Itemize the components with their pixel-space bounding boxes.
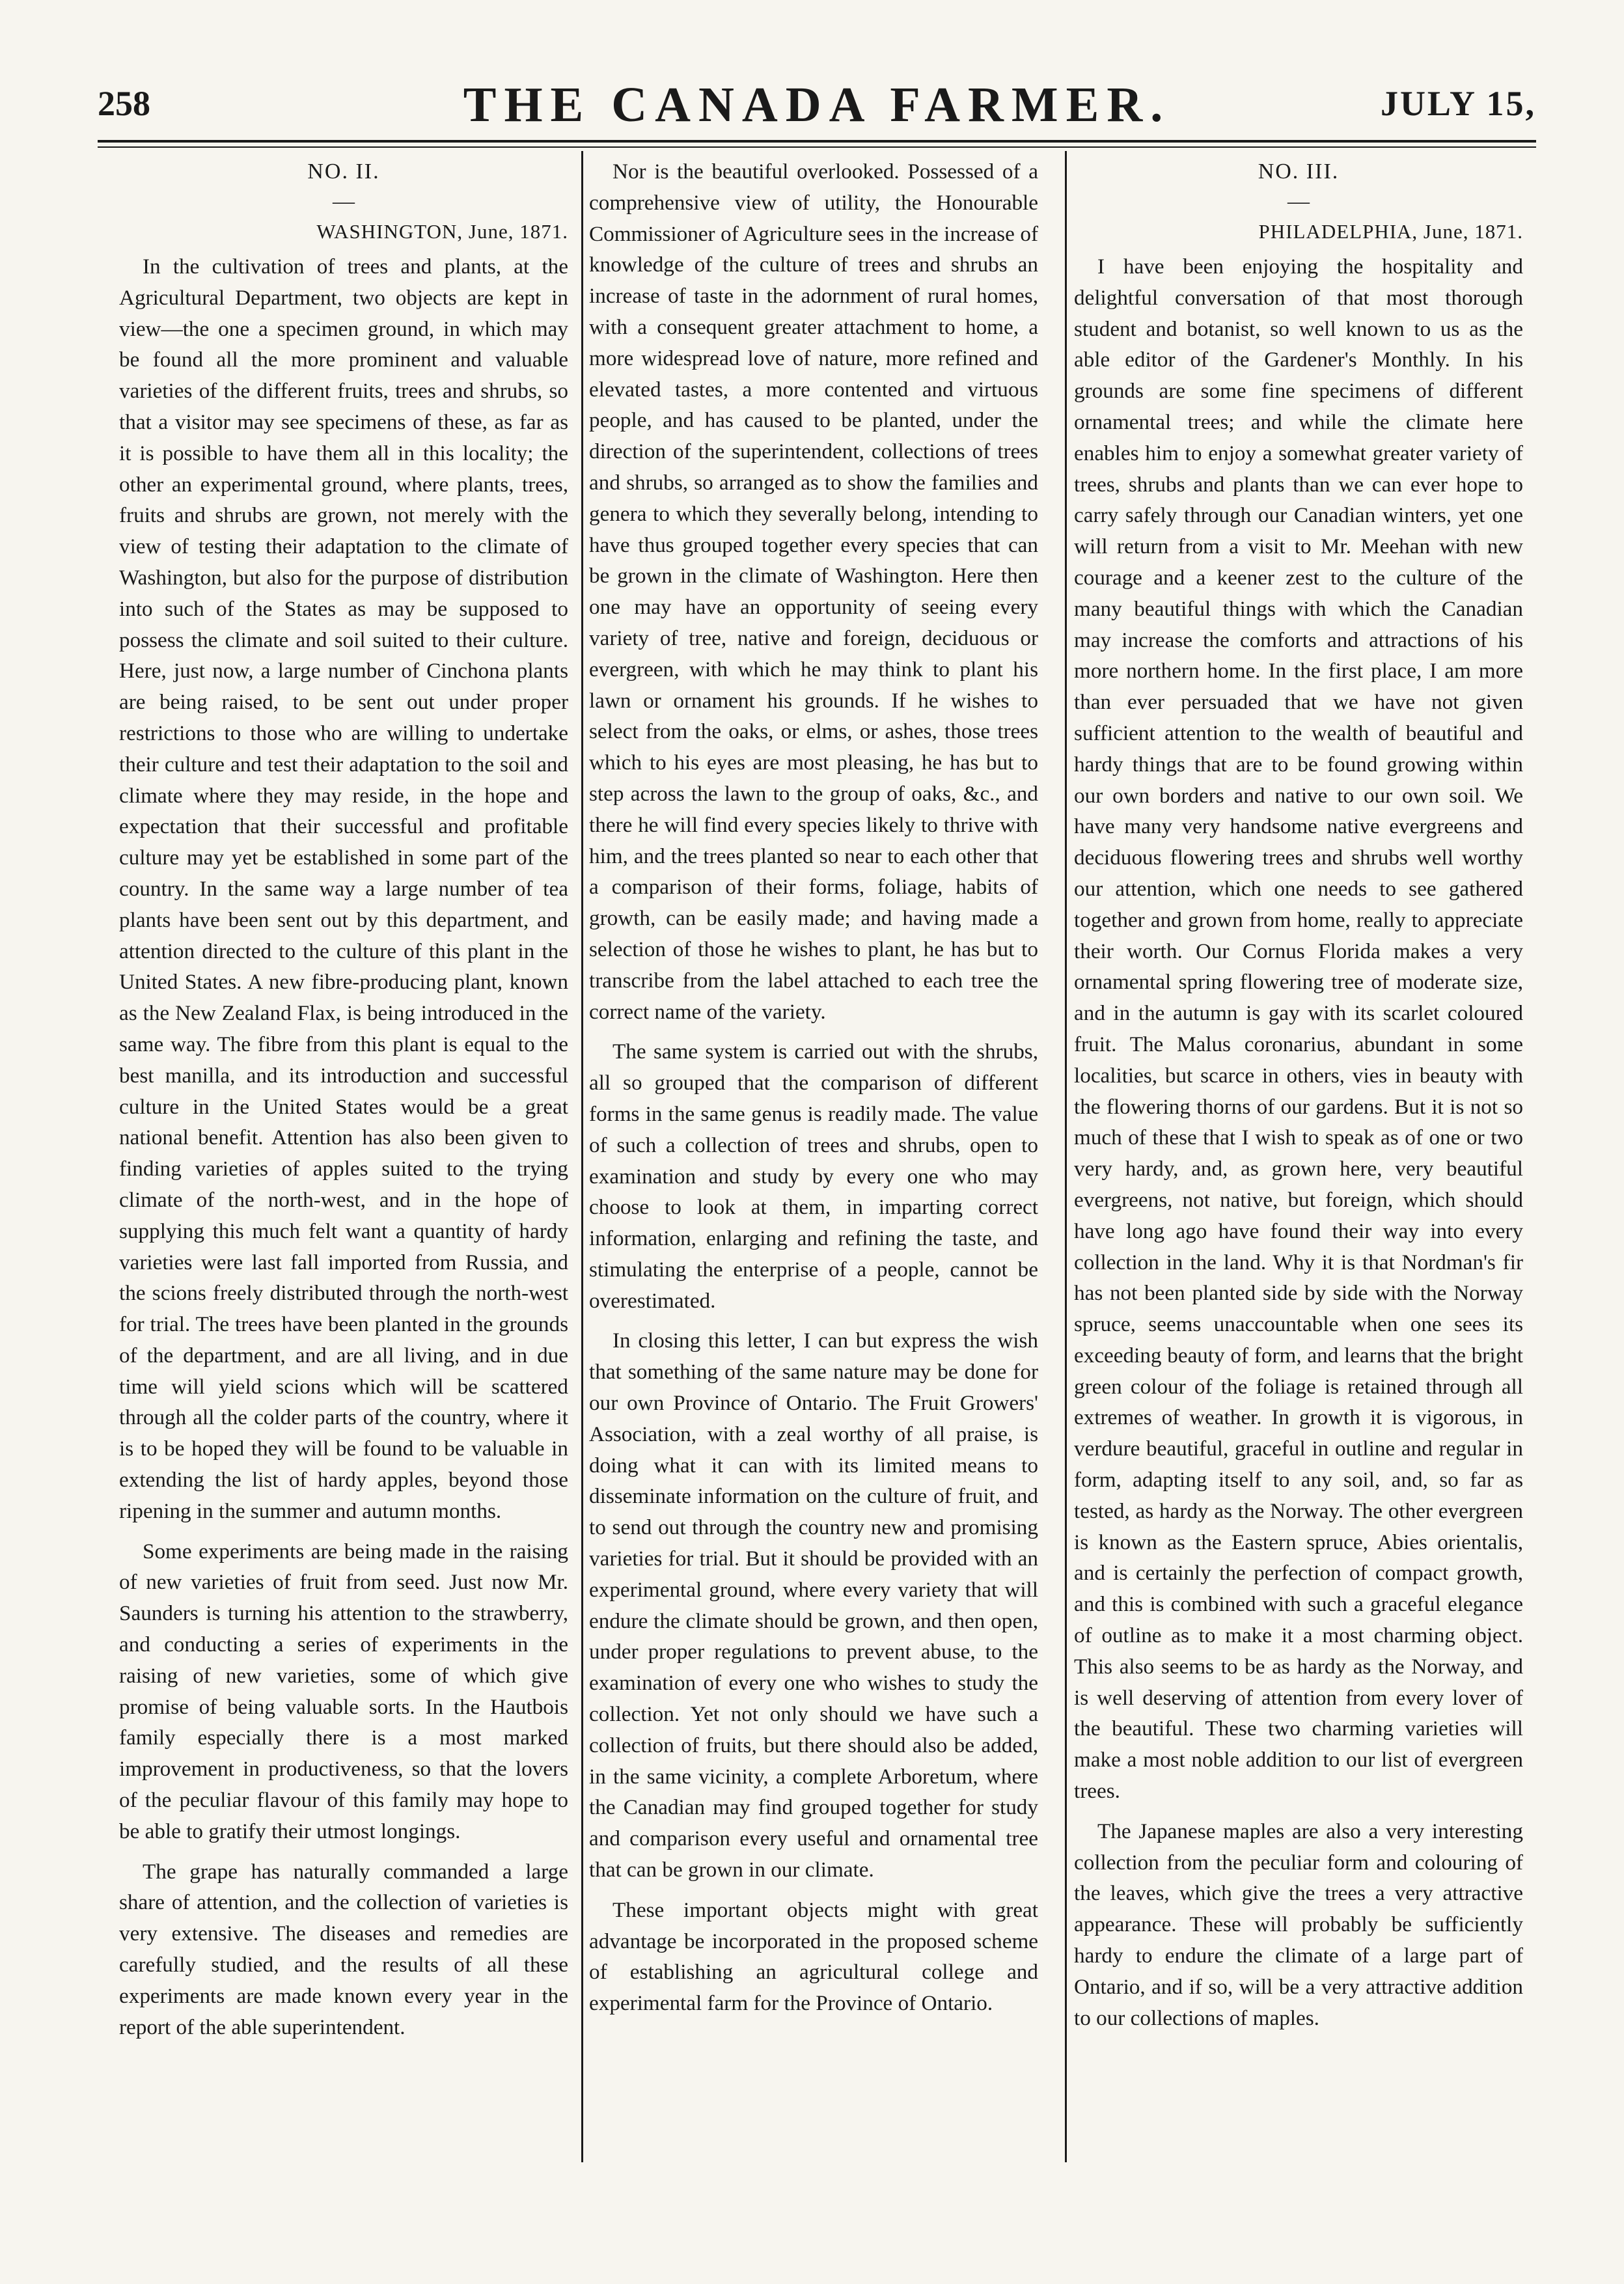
page-header [98,72,1536,143]
page-number: 258 [98,84,150,123]
column-middle [589,156,1038,2181]
article-number-title: NO. II. [307,159,380,184]
header-rule [98,140,1536,143]
masthead-title: THE CANADA FARMER. [463,77,1171,132]
article-paragraph: The same system is carried out with the shrubs, all so grouped that the comparison of different forms in the same genus is readily made. The value of such a collection of trees and shrubs, open to examination and study by every one who may choose to look at them, in imparting correct information, enlarging and refining the taste, and stimulating the enterprise of a people, cannot be overestimated. [589,1039,1038,1313]
article-paragraph: These important objects might with great advantage be incorporated in the proposed scheme of establishing an agricultural college and experimental farm for the Province of Ontario. [589,1897,1038,2016]
column-divider [1065,151,1067,2162]
article-paragraph: In closing this letter, I can but express the wish that something of the same nature may be done for our own Province of Ontario. The Fruit Growers' Association, with a zeal worthy of all praise, is doing what it can with its limited means to disseminate information on the culture of fruit, and to send out through the country new and promising varieties for trial. But it should be provided with an experimental ground, where every variety that will endure the climate should be grown, and then open, under proper regulations to prevent abuse, to the examination of every one who wishes to study the collection. Yet not only should we have such a collection of fruits, but there should also be added, in the same vicinity, a complete Arboretum, where the Canadian may find grouped together for study and comparison every useful and ornamental tree that can be grown in our climate. [589,1328,1038,1882]
title-divider: — [1287,189,1310,213]
column-right [1074,156,1523,2181]
article-paragraph: Nor is the beautiful overlooked. Possessed of a comprehensive view of utility, the Honourable Commissioner of Agriculture sees in the increase of knowledge of the culture of trees and shrubs an increase of taste in the adornment of rural homes, with a consequent greater attachment to home, a more widespread love of nature, more refined and elevated tastes, a more contented and virtuous people, and has caused to be planted, under the direction of the superintendent, collections of trees and shrubs, so arranged as to show the families and genera to which they severally belong, intending to have thus grouped together every species that can be grown in the climate of Washington. Here then one may have an opportunity of seeing every variety of tree, native and foreign, deciduous or evergreen, with which he may think to plant his lawn or ornament his grounds. If he wishes to select from the oaks, or elms, or ashes, those trees which to his eyes are most pleasing, he has but to step across the lawn to the group of oaks, &c., and there he will find every species likely to thrive with him, and the trees planted so near to each other that a comparison of their forms, foliage, habits of growth, can be easily made; and having made a selection of those he wishes to plant, he has but to transcribe from the label attached to each tree the correct name of the variety. [589,159,1038,1024]
article-paragraph: The Japanese maples are also a very interesting collection from the peculiar form and colouring of the leaves, which give the trees a very attractive appearance. These will probably be sufficiently hardy to endure the climate of a large part of Ontario, and if so, will be a very attractive addition to our collections of maples. [1074,1819,1523,2030]
article-paragraph: The grape has naturally commanded a large share of attention, and the collection of varieties is very extensive. The diseases and remedies are carefully studied, and the results of all these experiments are made known every year in the report of the able superintendent. [119,1859,568,2039]
article-paragraph: In the cultivation of trees and plants, at the Agricultural Department, two objects are kept in view—the one a specimen ground, in which may be found all the more prominent and valuable varieties of the different fruits, trees and shrubs, so that a visitor may see specimens of these, as far as it is possible to have them all in this locality; the other an experimental ground, where plants, trees, fruits and shrubs are grown, not merely with the view of testing their adaptation to the climate of Washington, but also for the purpose of distribution into such of the States as may be supposed to possess the climate and soil suited to their culture. Here, just now, a large number of Cinchona plants are being raised, to be sent out under proper restrictions to those who are willing to undertake their culture and test their adaptation to the soil and climate where they may reside, in the hope and expectation that their successful and profitable culture may yet be established in some part of the country. In the same way a large number of tea plants have been sent out by this department, and attention directed to the culture of this plant in the United States. A new fibre-producing plant, known as the New Zealand Flax, is being introduced in the same way. The fibre from this plant is equal to the best manilla, and its introduction and successful culture in the United States would be a great national benefit. Attention has also been given to finding varieties of apples suited to the trying climate of the north-west, and in the hope of supplying this much felt want a quantity of hardy varieties were last fall imported from Russia, and the scions freely distributed through the north-west for trial. The trees have been planted in the grounds of the department, and are all living, and in due time will yield scions which will be scattered through all the colder parts of the country, where it is to be hoped they will be found to be valuable in extending the list of hardy apples, beyond those ripening in the summer and autumn months. [119,255,568,1523]
article-dateline: WASHINGTON, June, 1871. [316,220,568,243]
article-number-title: NO. III. [1258,159,1340,184]
issue-date: JULY 15, [1380,84,1536,123]
article-paragraph: I have been enjoying the hospitality and delightful conversation of that most thorough student and botanist, so well known to us as the able editor of the Gardener's Monthly. In his grounds are some fine specimens of different ornamental trees; and while the climate here enables him to enjoy a somewhat greater variety of trees, shrubs and plants than we can ever hope to carry safely through our Canadian winters, yet one will return from a visit to Mr. Meehan with new courage and a keener zest to the culture of the many beautiful things with which the Canadian may increase the comforts and attractions of his more northern home. In the first place, I am more than ever persuaded that we have not given sufficient attention to the wealth of beautiful and hardy things that are to be found growing within our own borders and native to our own soil. We have many very handsome native evergreens and deciduous flowering trees and shrubs well worthy our attention, which one needs to see gathered together and grown from home, really to appreciate their worth. Our Cornus Florida makes a very ornamental spring flowering tree of moderate size, and in the autumn is gay with its scarlet coloured fruit. The Malus coronarius, abundant in some localities, but scarce in others, vies in beauty with the flowering thorns of our gardens. But it is not so much of these that I wish to speak as of one or two very hardy, and, as grown here, very beautiful evergreens, not native, but foreign, which should have long ago have found their way into every collection in the land. Why it is that Nordman's fir has not been planted side by side with the Norway spruce, seems unaccountable when one sees its exceeding beauty of form, and learns that the bright green colour of the foliage is retained through all extremes of weather. In growth it is vigorous, in verdure beautiful, graceful in outline and regular in form, adapting itself to any soil, and, so far as tested, as hardy as the Norway. The other evergreen is known as the Eastern spruce, Abies orientalis, and is certainly the perfection of compact growth, and this is combined with such a graceful elegance of outline as to make it a most charming object. This also seems to be as hardy as the Norway, and is well deserving of attention from every lover of the beautiful. These two charming varieties will make a most noble addition to our list of evergreen trees. [1074,255,1523,1804]
article-dateline: PHILADELPHIA, June, 1871. [1258,220,1523,243]
title-divider: — [333,189,355,213]
header-rule-thin [98,146,1536,148]
article-paragraph: Some experiments are being made in the raising of new varieties of fruit from seed. Just now Mr. Saunders is turning his attention to the strawberry, and conducting a series of experiments in the raising of new varieties, some of which give promise of being valuable sorts. In the Hautbois family especially there is a most marked improvement in productiveness, so that the lovers of the peculiar flavour of this family may hope to be able to gratify their utmost longings. [119,1539,568,1843]
column-divider [581,151,583,2162]
column-left [119,156,568,2181]
